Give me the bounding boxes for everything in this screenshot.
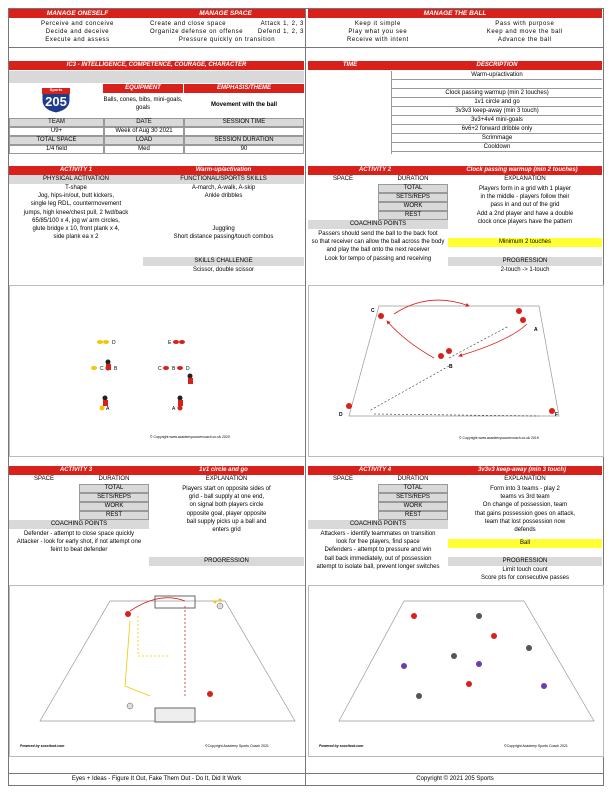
svg-text:D: D (186, 366, 190, 372)
activity2-explanation-label: EXPLANATION (504, 176, 546, 182)
svg-text:E: E (168, 340, 172, 346)
equipment-label: EQUIPMENT (103, 84, 183, 93)
emphasis-label: EMPHASIS/THEME (184, 84, 304, 93)
activity3-explanation-label: EXPLANATION (205, 476, 248, 482)
date-value: Week of Aug 30 2021 (104, 127, 184, 136)
activity3-work-label: WORK (79, 502, 149, 511)
activity2-coaching-text: Passers should send the ball to the back foot so that receiver can allow the ball across the body and play the ball onto the next receiver Look for tempo of passing and receiving (311, 231, 445, 262)
svg-text:C: C (371, 308, 375, 314)
svg-text:B: B (114, 366, 118, 372)
description-header: DESCRIPTION (392, 61, 602, 70)
activity4-work-label: WORK (378, 502, 448, 511)
manage-ball-title: MANAGE THE BALL (308, 9, 602, 18)
svg-text:D: D (112, 340, 116, 346)
date-label: DATE (104, 118, 184, 127)
manage-oneself-lines: Perceive and conceive Decide and deceive Execute and assess (41, 21, 114, 44)
activity3-copyright: ©Copyright Academy Sports Coach 2021 (205, 744, 269, 748)
schedule-row: 3v3+4v4 mini-goals (392, 116, 602, 125)
activity4-name: 3v3v3 keep-away (min 3 touch) (442, 466, 602, 475)
activity3-coaching-text: Defender - attempt to close space quickly Attacker - look for early shot, if not attempt one feint to beat defender (16, 531, 142, 554)
svg-text:C: C (100, 366, 104, 372)
physical-activation-label: PHYSICAL ACTIVATION (9, 175, 143, 184)
schedule-row: 6v6+2 forward dribble only (392, 125, 602, 134)
activity3-progression-label: PROGRESSION (149, 557, 304, 566)
manage-ball-lines: Keep it simple Play what you see Receive with intent Pass with purpose Keep and move the ball Advance the ball (346, 21, 563, 44)
load-label: LOAD (104, 136, 184, 145)
session-duration-label: SESSION DURATION (184, 136, 304, 145)
load-value: Med (104, 145, 184, 154)
schedule-row: 3v3v3 keep-away (min 3 touch) (392, 107, 602, 116)
schedule-row: Clock passing warmup (min 2 touches) (392, 89, 602, 98)
functional-skills-label: FUNCTIONAL/SPORTS SKILLS (143, 175, 304, 184)
activity4-label: ACTIVITY 4 (308, 466, 442, 475)
manage-oneself-title: MANAGE ONESELF (9, 9, 146, 18)
activity4-coaching-label: COACHING POINTS (308, 520, 448, 529)
svg-text:D: D (339, 412, 343, 418)
activity4-space-label: SPACE (333, 476, 353, 482)
svg-text:A: A (534, 327, 538, 333)
activity3-diagram (9, 585, 306, 757)
activity2-coaching-label: COACHING POINTS (308, 220, 448, 229)
activity4-copyright: ©Copyright Academy Sports Coach 2021 (504, 744, 568, 748)
activity3-sets-label: SETS/REPS (79, 493, 149, 502)
activity4-progression-value: Limit touch count Score pts for consecutive passes (480, 567, 570, 582)
svg-text:C: C (158, 366, 162, 372)
manage-space-lines: Create and close space Attack 1, 2, 3 Organize defense on offense Defend 1, 2, 3 Pressure quickly on transition (150, 21, 304, 44)
activity4-rest-label: REST (378, 511, 448, 520)
activity2-copyright: © Copyright www.academysoccercoach.co.uk 2019 (459, 436, 539, 440)
schedule-row: 1v1 circle and go (392, 98, 602, 107)
svg-text:A: A (172, 406, 176, 412)
activity4-sets-label: SETS/REPS (378, 493, 448, 502)
activity4-duration-label: DURATION (397, 476, 429, 482)
team-label: TEAM (9, 118, 104, 127)
emphasis-value: Movement with the ball (210, 102, 277, 108)
activity3-total-label: TOTAL (79, 484, 149, 493)
activity3-explanation-text: Players start on opposite sides of grid - ball supply at one end, on signal both players circle opposite goal, player opposite ball supply picks up a ball and enters grid (182, 486, 271, 534)
activity4-highlight: Ball (448, 539, 602, 548)
activity3-space-label: SPACE (34, 476, 54, 482)
activity2-name: Clock passing warmup (min 2 touches) (442, 166, 602, 175)
activity4-explanation-text: Form into 3 teams - play 2 teams vs 3rd team On change of possession, team that gains possession goes on attack, team that lost possession now defends (474, 486, 576, 534)
skills-challenge-label: SKILLS CHALLENGE (143, 257, 304, 266)
activity2-total-label: TOTAL (378, 184, 448, 193)
schedule-row: Scrimmage (392, 134, 602, 143)
activity2-space-label: SPACE (333, 176, 353, 182)
physical-activation-text: T-shape Jog, hips-in/out, butt kickers, single leg RDL, countermovement jumps, high knee/chest pull, 2 fwd/back 65/85/100 x 4, jog w/ arm circles, glute bridge x 10, front plank x 4, side plank ea x 2 (23, 185, 129, 241)
footer-copyright: Copyright © 2021 205 Sports (416, 776, 494, 782)
activity2-diagram (308, 285, 604, 457)
activity2-duration-label: DURATION (397, 176, 429, 182)
activity2-progression-value: 2-touch -> 1-touch (500, 267, 550, 273)
activity1-copyright: © Copyright www.academysoccercoach.co.uk 2020 (150, 435, 230, 439)
total-space-value: 1/4 field (9, 145, 104, 154)
skills-challenge-value: Scissor, double scissor (192, 267, 255, 273)
svg-text:B: B (172, 366, 176, 372)
activity2-label: ACTIVITY 2 (308, 166, 442, 175)
activity3-name: 1v1 circle and go (143, 466, 304, 475)
session-time-value (184, 127, 304, 136)
functional-skills-text: A-march, A-walk, A-skip Ankle dribbles Juggling Short distance passing/touch combos (173, 185, 274, 241)
activity3-rest-label: REST (79, 511, 149, 520)
activity2-sets-label: SETS/REPS (378, 193, 448, 202)
activity3-duration-label: DURATION (98, 476, 130, 482)
manage-space-title: MANAGE SPACE (146, 9, 305, 18)
schedule-row (392, 80, 602, 89)
activity4-total-label: TOTAL (378, 484, 448, 493)
equipment-value: Balls, cones, bibs, mini-goals, goals (103, 97, 183, 112)
time-header: TIME (308, 61, 392, 70)
activity2-progression-label: PROGRESSION (448, 257, 602, 266)
activity4-explanation-label: EXPLANATION (504, 476, 546, 482)
footer-motto: Eyes + Ideas - Figure It Out, Fake Them Out - Do It, Did It Work (71, 776, 242, 782)
activity1-diagram (9, 285, 306, 457)
schedule-row: Cooldown (392, 143, 602, 152)
activity1-label: ACTIVITY 1 (9, 166, 143, 175)
activity2-work-label: WORK (378, 202, 448, 211)
team-value: U9+ (9, 127, 104, 136)
activity1-name: Warm-up/activation (143, 166, 304, 175)
svg-text:A: A (106, 406, 110, 412)
activity2-rest-label: REST (378, 211, 448, 220)
activity4-progression-label: PROGRESSION (448, 557, 602, 566)
activity4-diagram (308, 585, 604, 757)
activity4-coaching-text: Attackers - identify teammates on transition look for free players, find space Defenders - attempt to pressure and win ball back immediately, out of possession attempt to isolate ball, prevent longer switches (316, 531, 440, 570)
schedule-row: Warm-up/activation (392, 71, 602, 80)
activity2-highlight: Minimum 2 touches (448, 238, 602, 247)
activity3-powered: Powered by soccitout.com (20, 744, 65, 748)
logo-small-text: Sports (49, 87, 63, 92)
activity3-label: ACTIVITY 3 (9, 466, 143, 475)
activity4-powered: Powered by soccitout.com (319, 744, 364, 748)
svg-text:F: F (555, 412, 559, 418)
ic3-banner: IC3 - INTELLIGENCE, COMPETENCE, COURAGE, CHARACTER (9, 61, 304, 70)
logo-205-sports (40, 86, 72, 114)
logo-number: 205 (45, 94, 67, 109)
session-time-label: SESSION TIME (184, 118, 304, 127)
svg-text:B: B (449, 364, 453, 370)
activity2-explanation-text: Players form in a grid with 1 player in the middle - players follow their pass in and out of the grid Add a 2nd player and have a double clock once players have the pattern (476, 186, 574, 225)
total-space-label: TOTAL SPACE (9, 136, 104, 145)
session-duration-value: 90 (184, 145, 304, 154)
activity3-coaching-label: COACHING POINTS (9, 520, 149, 529)
